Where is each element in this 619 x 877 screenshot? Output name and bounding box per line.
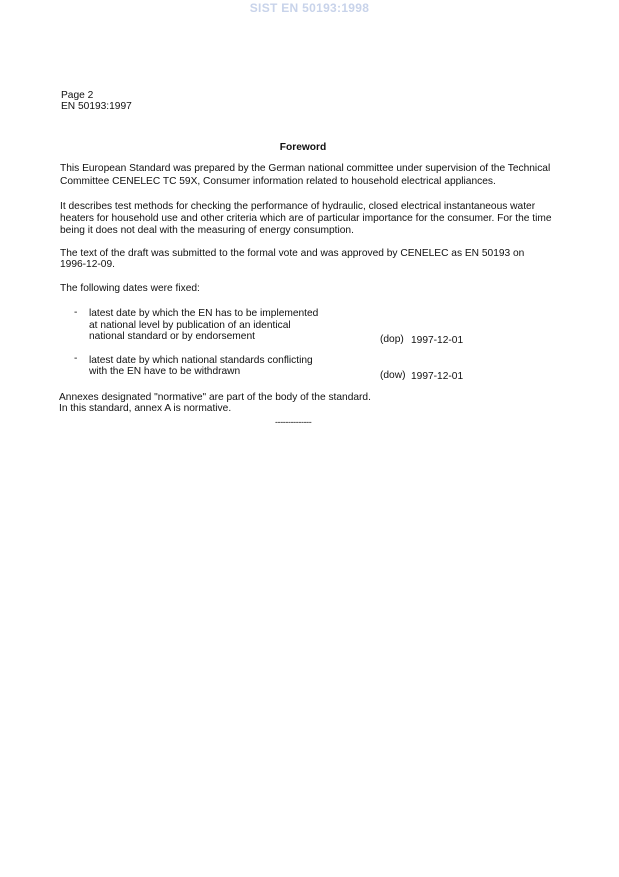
- list-item-line: at national level by publication of an identical: [89, 320, 291, 331]
- date-value: 1997-12-01: [411, 371, 464, 382]
- list-bullet: -: [74, 307, 78, 318]
- date-code: (dop): [380, 334, 404, 345]
- paragraph-line: being it does not deal with the measuring of energy consumption.: [60, 225, 354, 236]
- date-value: 1997-12-01: [411, 335, 464, 346]
- list-bullet: -: [74, 353, 78, 364]
- annex-note: In this standard, annex A is normative.: [59, 403, 232, 414]
- paragraph-line: The following dates were fixed:: [60, 283, 200, 294]
- list-item-line: with the EN have to be withdrawn: [89, 366, 241, 377]
- paragraph-line: The text of the draft was submitted to the formal vote and was approved by CENELEC as EN 50193 on: [60, 248, 525, 259]
- watermark: SIST EN 50193:1998: [249, 1, 370, 15]
- list-item-line: latest date by which the EN has to be implemented: [89, 308, 319, 319]
- annex-note: Annexes designated "normative" are part of the body of the standard.: [59, 392, 371, 403]
- date-code: (dow): [380, 370, 406, 381]
- paragraph-line: This European Standard was prepared by the German national committee under supervision of the Technical: [60, 163, 551, 174]
- paragraph-line: Committee CENELEC TC 59X, Consumer information related to household electrical appliances.: [60, 176, 496, 187]
- page-number: Page 2: [61, 90, 94, 101]
- list-item-line: latest date by which national standards conflicting: [89, 355, 313, 366]
- section-title: Foreword: [279, 142, 327, 153]
- paragraph-line: heaters for household use and other criteria which are of particular importance for the consumer. For the time: [60, 213, 552, 224]
- document-id: EN 50193:1997: [61, 101, 132, 112]
- paragraph-line: 1996-12-09.: [60, 259, 115, 270]
- paragraph-line: It describes test methods for checking the performance of hydraulic, closed electrical instantaneous water: [60, 201, 536, 212]
- list-item-line: national standard or by endorsement: [89, 331, 255, 342]
- separator: --------------: [275, 417, 312, 427]
